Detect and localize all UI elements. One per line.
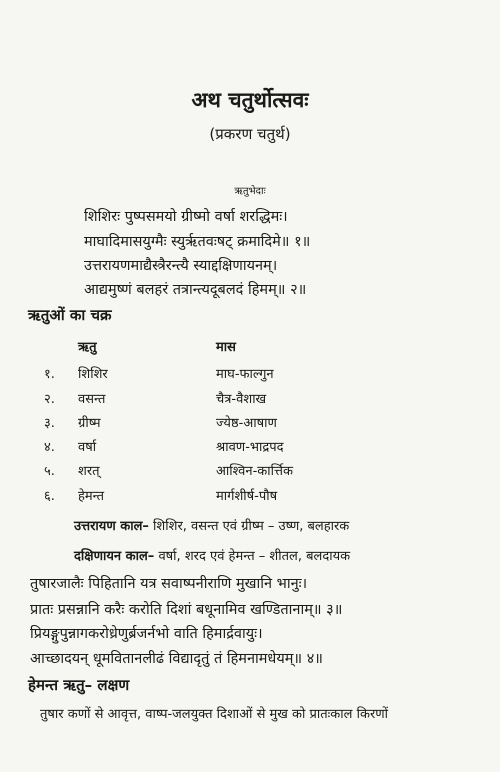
- row-number: ६.: [44, 489, 55, 504]
- row-rtu: वसन्त: [78, 392, 106, 407]
- row-number: ४.: [44, 440, 55, 455]
- row-rtu: ग्रीष्म: [78, 416, 101, 431]
- row-rtu: शरत्: [78, 464, 100, 479]
- verse2-line: प्रियङ्गुपुन्नागकरोध्रेणुर्ब्रजर्नभो वाति हिमार्द्रवायुः।: [30, 626, 263, 642]
- row-rtu: शिशिर: [78, 367, 108, 382]
- verse1-line: शिशिरः पुष्पसमयो ग्रीष्मो वर्षा शरद्धिमः।: [84, 209, 288, 225]
- row-rtu: वर्षा: [78, 440, 97, 455]
- row-number: ३.: [44, 416, 55, 431]
- row-masa: आश्विन-कार्त्तिक: [216, 464, 293, 479]
- dakshinayana-label: दक्षिणायन काल–: [74, 549, 155, 564]
- verse1-line: आद्यमुष्णं बलहरं तत्रान्त्यदूबलदं हिमम्॥ २॥: [84, 282, 307, 298]
- verse1-line: उत्तरायणमाद्यैस्त्रैरन्त्यै स्याद्दक्षिणायनम्।: [84, 258, 278, 274]
- row-masa: माघ-फाल्गुन: [216, 367, 274, 382]
- dakshinayana-line: [74, 546, 350, 564]
- table-heading: ऋतुओं का चक्र: [28, 306, 112, 324]
- uttarayana-text: शिशिर, वसन्त एवं ग्रीष्म – उष्ण, बलहारक: [148, 519, 350, 534]
- verse1-line: माघादिमासयुग्मैः स्युर्ऋतवःषट् क्रमादिमे॥ १॥: [84, 234, 311, 250]
- uttarayana-line: [74, 516, 349, 534]
- verse2-line: तुषारजालैः पिहितानि यत्र सवाष्पनीराणि मुखानि भानुः।: [30, 576, 308, 592]
- uttarayana-label: उत्तरायण काल–: [74, 519, 149, 534]
- dakshinayana-text: वर्षा, शरद एवं हेमन्त – शीतल, बलदायक: [154, 549, 351, 564]
- table-header-rtu: ऋतु: [78, 340, 97, 355]
- row-masa: ज्येष्ठ-आषाण: [216, 416, 277, 431]
- row-number: १.: [44, 367, 55, 382]
- chapter-subtitle: (प्रकरण चतुर्थ): [209, 125, 291, 143]
- table-header-masa: मास: [216, 340, 236, 355]
- chapter-title: अथ चतुर्थोत्सवः: [191, 88, 309, 112]
- verse2-line: आच्छादयन् धूमवितानलीढं विद्यादृतुं तं हिमनामधेयम्॥ ४॥: [30, 651, 323, 667]
- row-masa: चैत्र-वैशाख: [216, 392, 267, 407]
- body-paragraph: तुषार कणों से आवृत्त, वाष्प-जलयुक्त दिशाओं से मुख को प्रातःकाल किरणों: [40, 707, 389, 722]
- row-rtu: हेमन्त: [78, 489, 105, 504]
- row-number: २.: [44, 392, 55, 407]
- row-number: ५.: [44, 464, 55, 479]
- hemanta-heading: हेमन्त ऋतु– लक्षण: [28, 676, 130, 694]
- verse2-line: प्रातः प्रसन्नानि करैः करोति दिशां बधूनामिव खण्डितानाम्॥ ३॥: [30, 602, 343, 618]
- row-masa: श्रावण-भाद्रपद: [216, 440, 284, 455]
- verse-label: ऋतुभेदाः: [234, 186, 266, 197]
- row-masa: मार्गशीर्ष-पौष: [216, 489, 278, 504]
